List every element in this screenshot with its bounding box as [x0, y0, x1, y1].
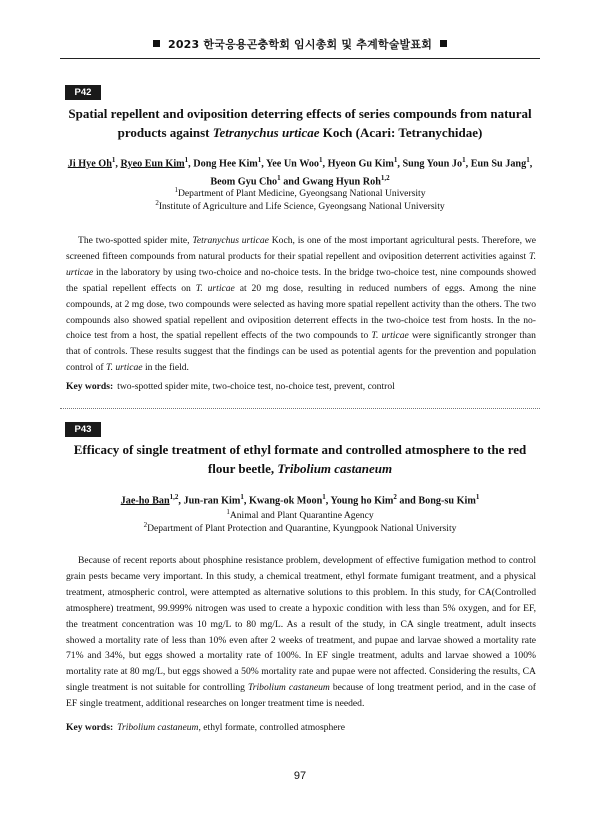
abstract-badge: P42	[65, 85, 101, 100]
section-divider	[60, 408, 540, 409]
affiliation: $^1$Department of Plant Medicine, Gyeongsang National University	[174, 186, 426, 200]
keywords-label: Key words:	[66, 722, 114, 733]
header-rule	[60, 58, 540, 59]
author-list: Jae-ho Ban$^{1,2}$, Jun-ran Kim$^1$, Kwang-ok Moon$^1$, Young ho Kim$^2$ and Bong-su Kim$^1$	[120, 493, 480, 507]
abstract-body: Because of recent reports about phosphine resistance problem, development of effective fumigation method to control grain pests became very important. In this study, a chemical treatment, ethyl formate fumigant treatment, and a physical treatment, atmospheric control, were attempted as alternative solutions to this problem. In this study, for CA(Controlled atmosphere) treatment, 99.999% nitrogen was used to create a hypoxic condition with less than 5% oxygen, and for EF, the treatment concentration was 10 mg/L to 80 mg/L. As a result of the study, in CA single treatment, adult insects showed a mortality rate of less than 10% even after 2 weeks of treatment, and pupae and larvae showed a mortality rate 71% and 34%, but eggs showed a mortality rate of 100%. In EF single treatment, adults and larvae showed a 100% mortality rate at 80 mg/L, but eggs showed a 50% mortality rate and pupae were not affected. Considering the results, CA single treatment is not suitable for controlling Tribolium castaneum because of long treatment period, and in the case of EF single treatment, additional researches on longer treatment time is needed.	[66, 555, 537, 710]
abstract-badge: P43	[65, 422, 101, 437]
keywords-label: Key words:	[66, 381, 114, 392]
affiliation: $^1$Animal and Plant Quarantine Agency	[226, 508, 374, 522]
abstract-body: The two-spotted spider mite, Tetranychus urticae Koch, is one of the most important agricultural pests. Therefore, we screened fifteen compounds from natural products for their spatial repellent and oviposition deterrent activities against T. urticae in the laboratory by using two-choice and no-choice tests. In the bridge two-choice test, nine compounds showed the spatial repellent effects on T. urticae at 20 mg dose, resulting in reduced numbers of eggs. Among the nine compounds, at 2 mg dose, two compounds were selected as having more spatial repellent activity than the others. The two compounds also showed spatial repellent and oviposition deterrent effects in the two-choice test from hosts. In the no-choice test from a host, the spatial repellent effects of the two compounds to T. urticae were significantly stronger than that of controls. These results suggest that the findings can be used as potential agents for the prevention and population control of T. urticae in the field.	[66, 235, 536, 374]
species-name: Tribolium castaneum	[277, 461, 393, 476]
species-name: Tetranychus urticae	[212, 125, 320, 140]
square-bullet-icon	[153, 40, 160, 47]
header-text: 2023 한국응용곤충학회 임시총회 및 추계학술발표회	[167, 38, 433, 51]
author-list: Ji Hye Oh$^1$, Ryeo Eun Kim$^1$, Dong Hee Kim$^1$, Yee Un Woo$^1$, Hyeon Gu Kim$^1$, Sung Youn Jo$^1$, Eun Su Jang$^1$, Beom Gyu Cho$^1$ and Gwang Hyun Roh$^{1,2}$	[67, 156, 533, 188]
affiliation: $^2$Department of Plant Protection and Quarantine, Kyungpook National University	[143, 521, 457, 535]
page-number: 97	[293, 770, 307, 782]
keywords: Key words: Tribolium castaneum, ethyl formate, controlled atmosphere	[66, 722, 345, 733]
abstract-title: Spatial repellent and oviposition deterring effects of series compounds from natural products against Tetranychus urticae Koch (Acari: Tetranychidae)	[68, 106, 532, 140]
keywords: Key words: two-spotted spider mite, two-choice test, no-choice test, prevent, control	[66, 381, 395, 392]
affiliation: $^2$Institute of Agriculture and Life Science, Gyeongsang National University	[155, 199, 445, 213]
abstract-title: Efficacy of single treatment of ethyl formate and controlled atmosphere to the red flour beetle, Tribolium castaneum	[73, 442, 527, 476]
square-bullet-icon	[440, 40, 447, 47]
running-header	[0, 36, 600, 52]
